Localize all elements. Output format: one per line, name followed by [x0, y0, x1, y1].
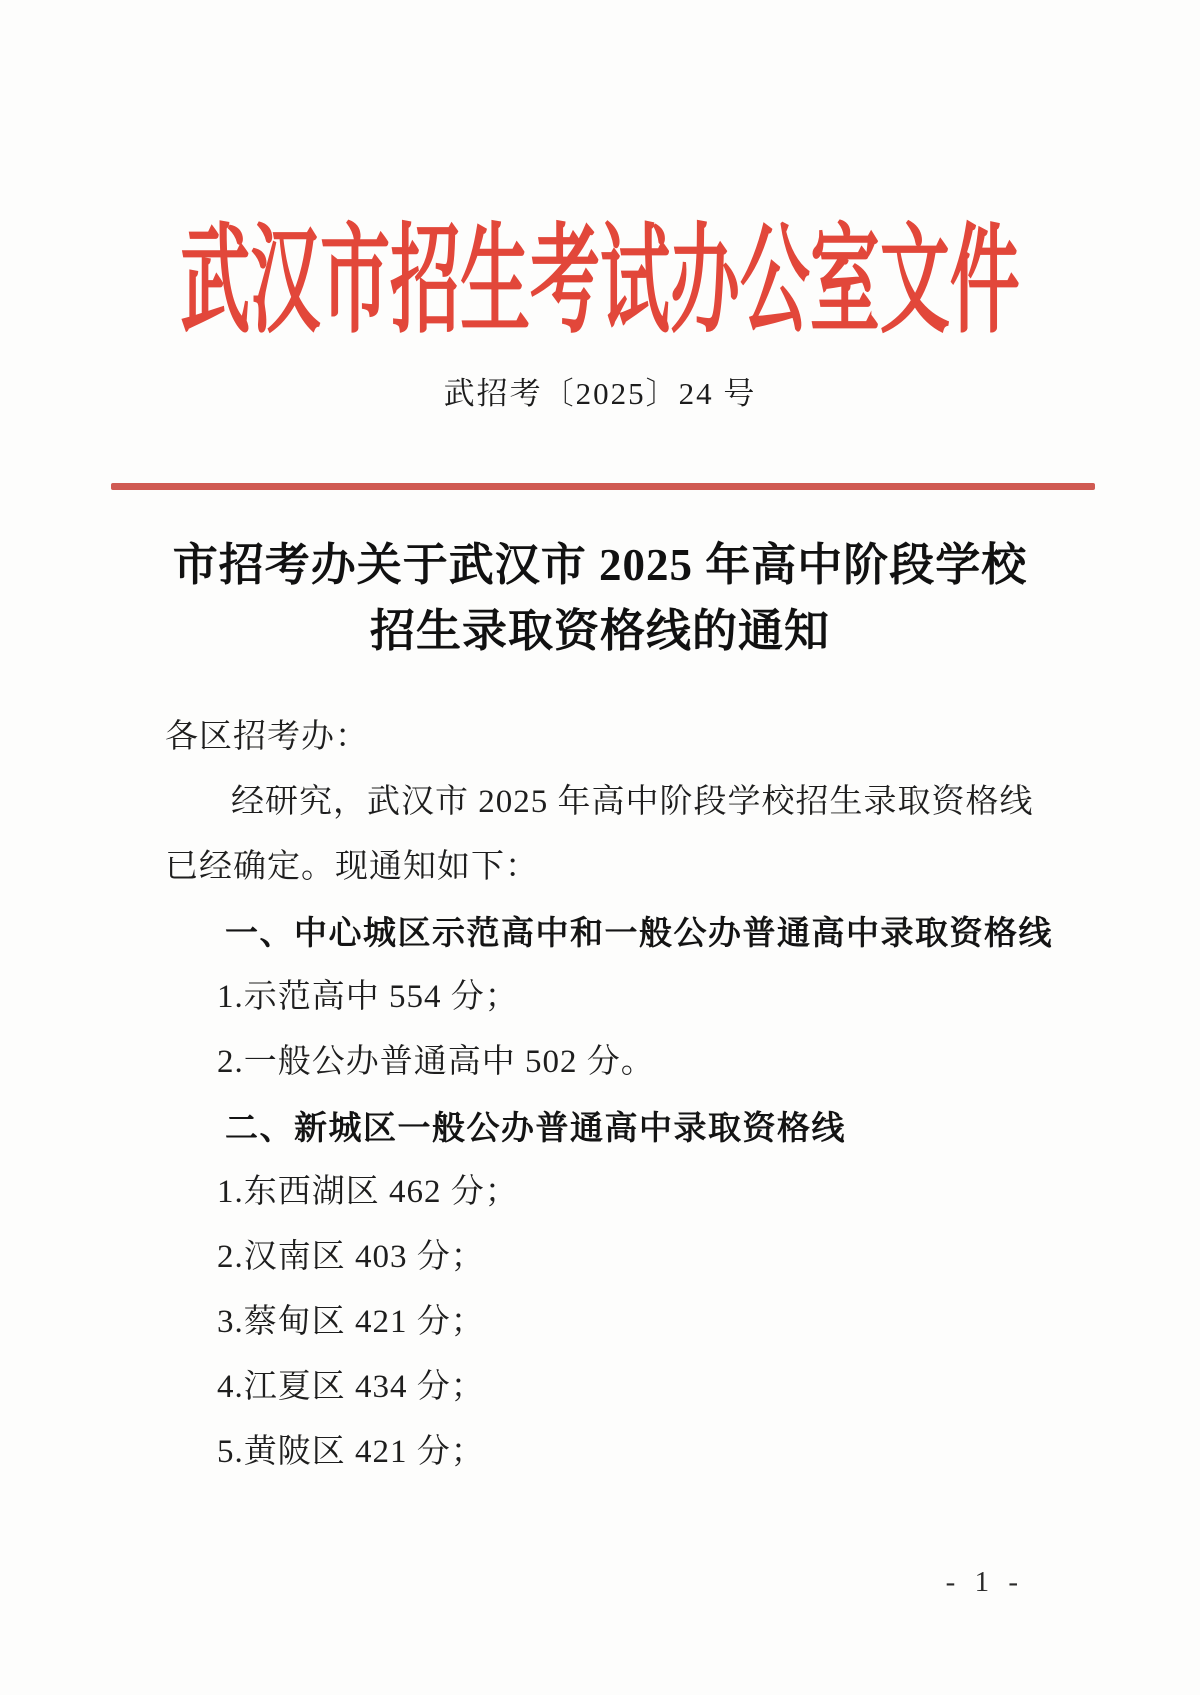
intro-paragraph-line2: 已经确定。现通知如下： [165, 849, 539, 885]
section-1-item-1: 1.示范高中 554 分； [217, 979, 519, 1015]
page-number: - 1 - [945, 1566, 1024, 1598]
section-2-item-4: 4.江夏区 434 分； [217, 1369, 485, 1405]
red-divider-line [111, 483, 1095, 490]
salutation: 各区招考办： [165, 719, 369, 755]
agency-masthead-text: 武汉市招生考试办公室文件 [180, 216, 1020, 348]
section-2-item-3: 3.蔡甸区 421 分； [217, 1304, 485, 1340]
section-1-item-2: 2.一般公办普通高中 502 分。 [217, 1044, 655, 1080]
section-1-heading: 一、中心城区示范高中和一般公办普通高中录取资格线 [225, 914, 1053, 951]
document-body [165, 705, 1053, 1485]
section-2-heading: 二、新城区一般公办普通高中录取资格线 [225, 1109, 846, 1146]
section-2-item-1: 1.东西湖区 462 分； [217, 1174, 519, 1210]
document-title [0, 532, 1200, 664]
document-title-line2: 招生录取资格线的通知 [369, 606, 830, 656]
intro-paragraph-line1: 经研究，武汉市 2025 年高中阶段学校招生录取资格线 [231, 784, 1034, 820]
document-reference-number: 武招考〔2025〕24 号 [443, 376, 757, 411]
section-2-item-2: 2.汉南区 403 分； [217, 1239, 485, 1275]
section-2-item-5: 5.黄陂区 421 分； [217, 1434, 485, 1470]
document-title-line1: 市招考办关于武汉市 2025 年高中阶段学校 [172, 540, 1028, 590]
agency-masthead [0, 196, 1200, 346]
